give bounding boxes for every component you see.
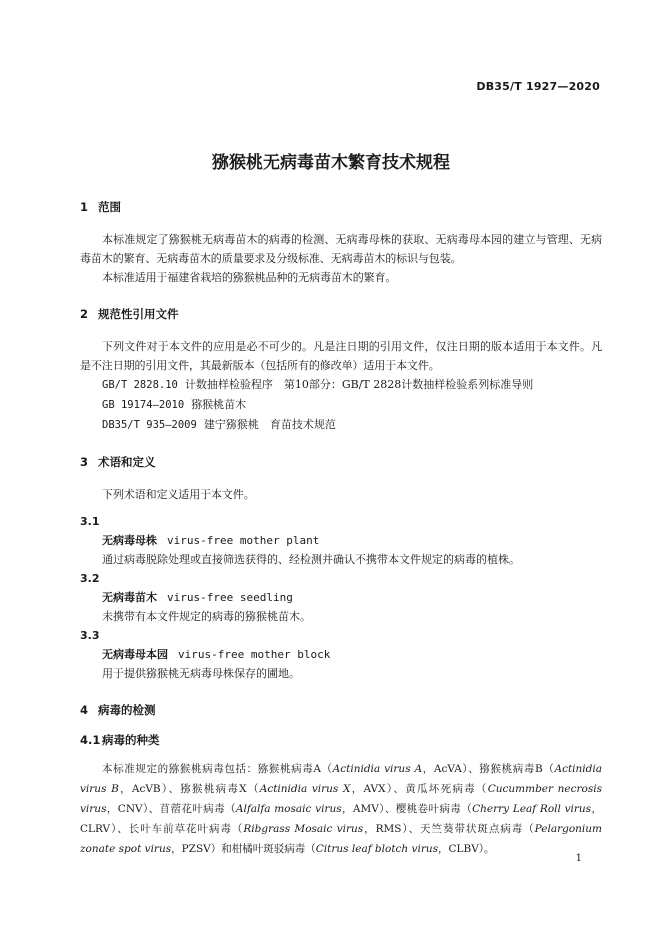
document-title: 猕猴桃无病毒苗木繁育技术规程 xyxy=(212,153,450,173)
reference-item xyxy=(80,395,602,415)
reference-text: 计数抽样检验程序 第10部分：GB/T 2828计数抽样检验系列标准导则 xyxy=(184,378,534,391)
text-run: ，AMV）、樱桃卷叶病毒（ xyxy=(341,803,473,815)
term-zh: 无病毒苗木 xyxy=(102,591,157,604)
section-number: 1 xyxy=(80,200,89,214)
term-definition: 未携带有本文件规定的病毒的猕猴桃苗木。 xyxy=(102,610,311,623)
paragraph: 下列文件对于本文件的应用是必不可少的。凡是注日期的引用文件，仅注日期的版本适用于本文件。凡是不注日期的引用文件，其最新版本（包括所有的修改单）适用于本文件。 xyxy=(80,340,602,372)
term-en: virus-free seedling xyxy=(167,591,293,604)
reference-item xyxy=(80,375,602,395)
term-en: virus-free mother block xyxy=(178,648,331,661)
standard-code: DB35/T 1927—2020 xyxy=(476,80,600,93)
section-title: 范围 xyxy=(98,200,121,214)
page-number: 1 xyxy=(575,853,582,864)
reference-text: 猕猴桃苗木 xyxy=(191,398,247,411)
reference-code: GB/T 2828.10 xyxy=(102,379,178,391)
subsection-heading-virus-types xyxy=(80,729,602,751)
paragraph: 本标准适用于福建省栽培的猕猴桃品种的无病毒苗木的繁育。 xyxy=(102,271,397,284)
term-entry xyxy=(80,645,602,664)
virus-latin-name: Actinidia virus X xyxy=(259,783,351,795)
virus-latin-name: Cucummber necrosis virus xyxy=(80,783,602,815)
text-run: ，CLRV）、长叶车前草花叶病毒（ xyxy=(80,803,602,835)
section-title: 病毒的检测 xyxy=(98,703,156,717)
section-title: 规范性引用文件 xyxy=(98,307,179,321)
text-run: ，PZSV）和柑橘叶斑驳病毒（ xyxy=(171,843,316,855)
virus-latin-name: Ribgrass Mosaic virus xyxy=(243,823,364,835)
paragraph: 本标准规定了猕猴桃无病毒苗木的病毒的检测、无病毒母株的获取、无病毒母本园的建立与管理、无病毒苗木的繁育、无病毒苗木的质量要求及分级标准、无病毒苗木的标识与包装。 xyxy=(80,233,602,265)
term-definition: 通过病毒脱除处理或直接筛选获得的、经检测并确认不携带本文件规定的病毒的植株。 xyxy=(102,553,520,566)
virus-latin-name: Pelargonium zonate spot virus xyxy=(80,823,602,855)
virus-latin-name: Citrus leaf blotch virus xyxy=(315,843,438,855)
virus-latin-name: Actinidia virus B xyxy=(80,763,602,795)
text-run: 本标准规定的猕猴桃病毒包括：猕猴桃病毒A（ xyxy=(102,763,333,775)
text-run: ，AcVA）、猕猴桃病毒B（ xyxy=(422,763,555,775)
section-heading-normative-references xyxy=(80,303,602,325)
section-number: 3 xyxy=(80,455,89,469)
virus-latin-name: Cherry Leaf Roll virus xyxy=(472,803,592,815)
virus-latin-name: Actinidia virus A xyxy=(332,763,423,775)
paragraph: 下列术语和定义适用于本文件。 xyxy=(102,488,255,501)
section-number: 4 xyxy=(80,703,89,717)
term-number: 3.2 xyxy=(80,572,100,585)
term-number: 3.3 xyxy=(80,629,100,642)
term-definition: 用于提供猕猴桃无病毒母株保存的圃地。 xyxy=(102,667,300,680)
section-title: 术语和定义 xyxy=(98,455,156,469)
subsection-title: 病毒的种类 xyxy=(102,733,160,747)
text-run: ，AcVB）、猕猴桃病毒X（ xyxy=(118,783,260,795)
reference-text: 建宁猕猴桃 育苗技术规范 xyxy=(203,418,336,431)
text-run: ，RMS）、天竺葵带状斑点病毒（ xyxy=(363,823,535,835)
text-run: ，CNV）、苜蓿花叶病毒（ xyxy=(106,803,236,815)
term-en: virus-free mother plant xyxy=(167,534,320,547)
section-heading-scope xyxy=(80,196,602,218)
term-zh: 无病毒母本园 xyxy=(102,648,168,661)
section-heading-terms xyxy=(80,451,602,473)
reference-code: GB 19174—2010 xyxy=(102,399,185,411)
reference-item xyxy=(80,415,602,435)
text-run: ，AVX）、黄瓜坏死病毒（ xyxy=(350,783,488,795)
term-zh: 无病毒母株 xyxy=(102,534,157,547)
reference-code: DB35/T 935—2009 xyxy=(102,419,197,431)
text-run: ，CLBV）。 xyxy=(438,843,495,855)
term-number: 3.1 xyxy=(80,515,100,528)
term-entry xyxy=(80,588,602,607)
virus-latin-name: Alfalfa mosaic virus xyxy=(235,803,342,815)
document-body xyxy=(80,196,602,859)
virus-list-paragraph xyxy=(80,759,602,859)
term-entry xyxy=(80,531,602,550)
section-number: 2 xyxy=(80,307,89,321)
subsection-number: 4.1 xyxy=(80,733,101,747)
section-heading-virus-detection xyxy=(80,699,602,721)
